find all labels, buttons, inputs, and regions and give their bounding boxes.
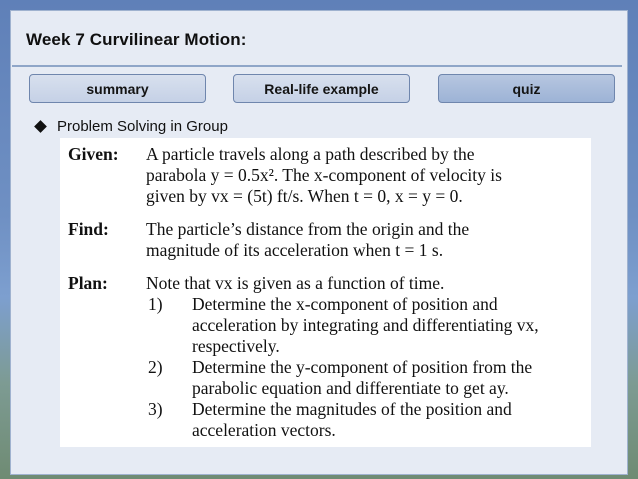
step-line: respectively. [192, 336, 280, 356]
step-number: 2) [148, 357, 163, 377]
plan-step [146, 399, 583, 441]
plan-step [146, 357, 583, 399]
problem-statement-image [60, 138, 591, 447]
given-line: A particle travels along a path described by the [146, 144, 475, 164]
page-title: Week 7 Curvilinear Motion: [26, 30, 247, 49]
step-line: Determine the x-component of position and [192, 294, 498, 314]
given-section [68, 144, 583, 207]
plan-step [146, 294, 583, 357]
tab-quiz[interactable]: quiz [438, 74, 615, 103]
bullet-item [36, 118, 228, 135]
plan-intro: Note that vx is given as a function of time. [146, 273, 445, 293]
plan-label: Plan: [68, 273, 108, 293]
step-number: 1) [148, 294, 163, 314]
step-text [192, 294, 539, 357]
given-label: Given: [68, 144, 119, 164]
plan-text [146, 273, 583, 441]
plan-section [68, 273, 583, 441]
find-label: Find: [68, 219, 109, 239]
step-line: Determine the y-component of position from the [192, 357, 533, 377]
title-divider [12, 65, 622, 67]
find-section [68, 219, 583, 261]
find-text [146, 219, 583, 261]
tab-real-life-example[interactable]: Real-life example [233, 74, 410, 103]
step-line: acceleration by integrating and differentiating vx, [192, 315, 539, 335]
step-line: acceleration vectors. [192, 420, 336, 440]
given-line: parabola y = 0.5x². The x-component of velocity is [146, 165, 502, 185]
step-text [192, 357, 532, 399]
find-line: magnitude of its acceleration when t = 1 s. [146, 240, 444, 260]
step-line: parabolic equation and differentiate to get ay. [192, 378, 509, 398]
step-line: Determine the magnitudes of the position and [192, 399, 512, 419]
step-text [192, 399, 512, 441]
given-line: given by vx = (5t) ft/s. When t = 0, x = y = 0. [146, 186, 463, 206]
bullet-text: Problem Solving in Group [57, 118, 228, 135]
given-text [146, 144, 583, 207]
tab-summary[interactable]: summary [29, 74, 206, 103]
diamond-bullet-icon [34, 120, 47, 133]
find-line: The particle’s distance from the origin and the [146, 219, 470, 239]
step-number: 3) [148, 399, 163, 419]
